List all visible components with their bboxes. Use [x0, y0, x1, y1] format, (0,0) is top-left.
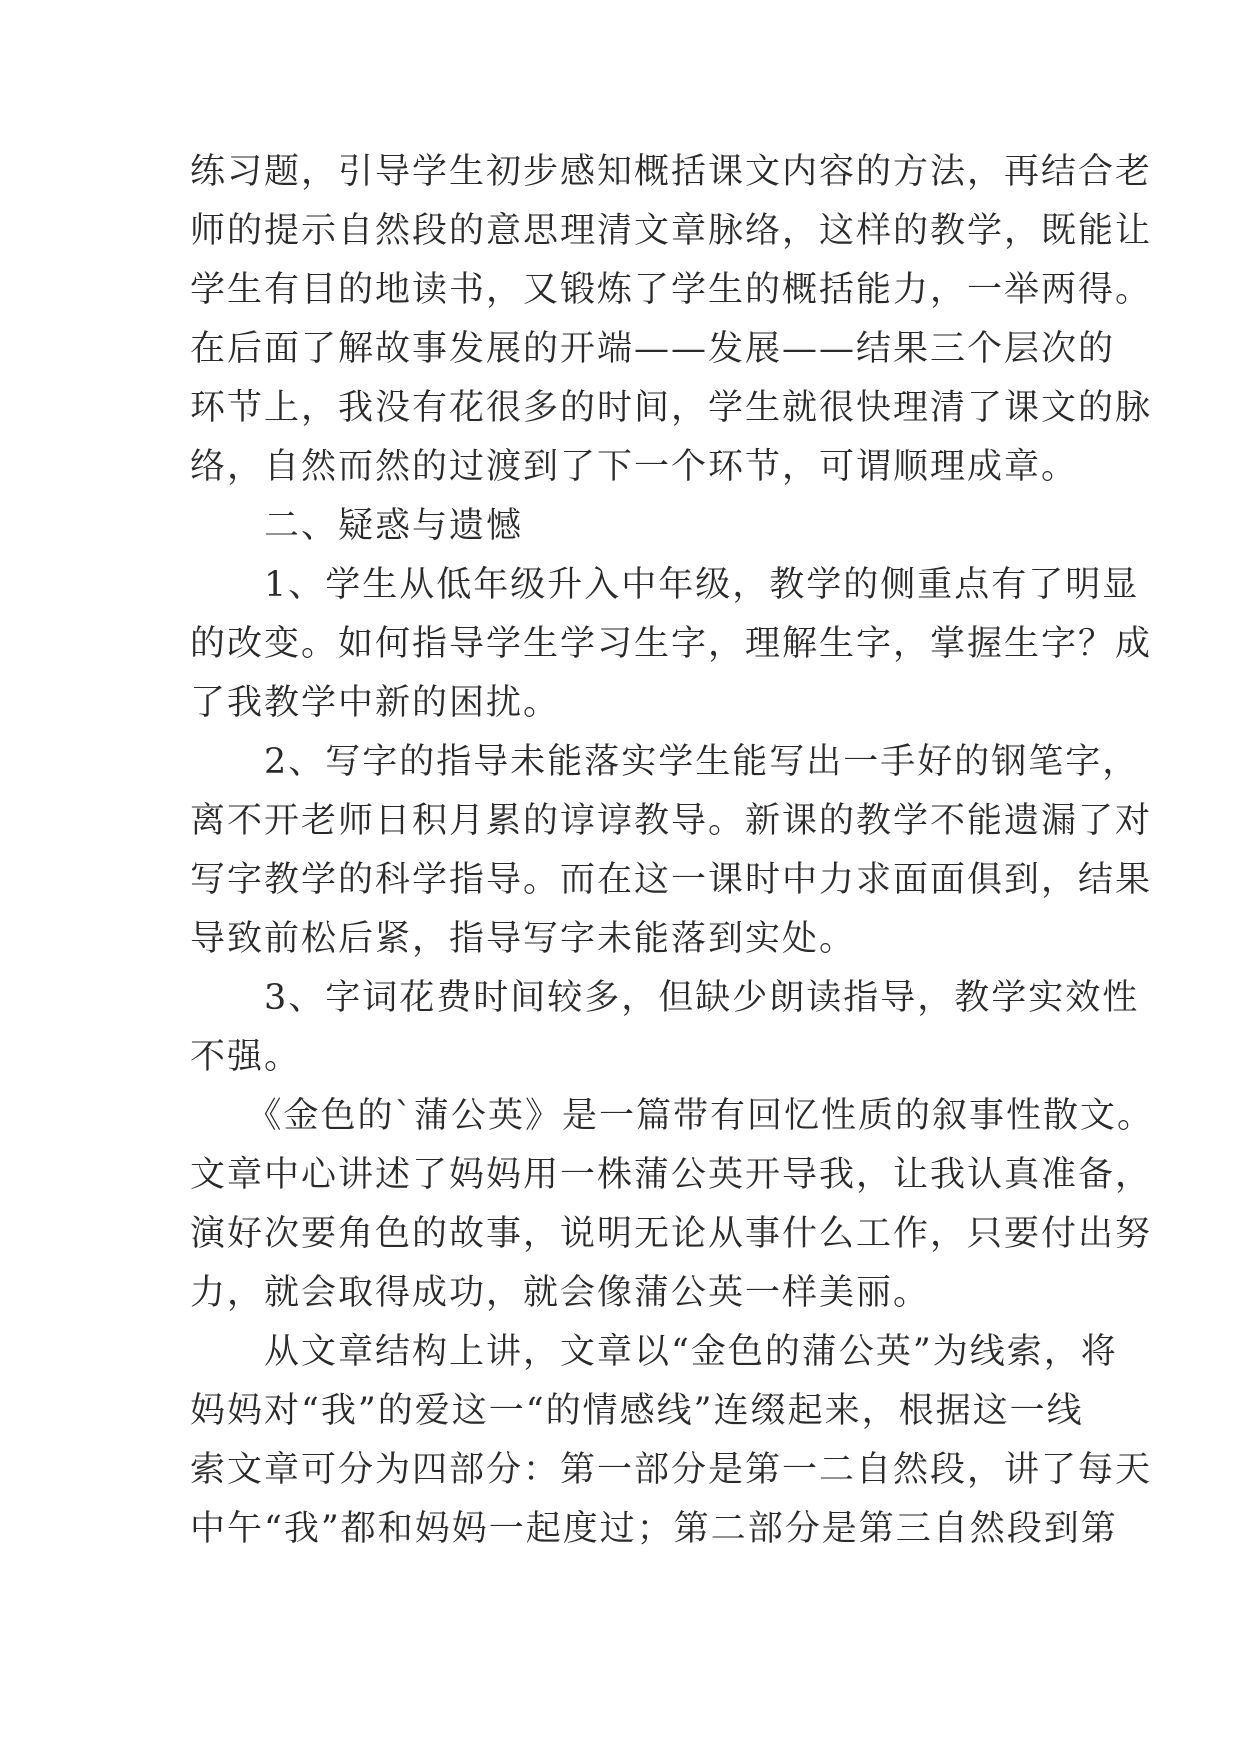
text-line: 离不开老师日积月累的谆谆教导。新课的教学不能遗漏了对: [190, 801, 1153, 841]
text-line: 络，自然而然的过渡到了下一个环节，可谓顺理成章。: [190, 447, 1079, 487]
text-line: 不强。: [190, 1037, 302, 1077]
paragraph-teaching-method: [190, 143, 1153, 497]
paragraph-point-1: [190, 556, 1153, 733]
text-line: 1、学生从低年级升入中年级，教学的侧重点有了明显: [190, 565, 1140, 605]
text-line: 写字教学的科学指导。而在这一课时中力求面面俱到，结果: [190, 860, 1153, 900]
text-line: 二、疑惑与遗憾: [190, 506, 524, 546]
paragraph-article-structure: [190, 1323, 1153, 1559]
text-line: 师的提示自然段的意思理清文章脉络，这样的教学，既能让: [190, 211, 1153, 251]
text-line: 了我教学中新的困扰。: [190, 683, 561, 723]
text-line: 力，就会取得成功，就会像蒲公英一样美丽。: [190, 1273, 931, 1313]
text-line: 在后面了解故事发展的开端——发展——结果三个层次的: [190, 329, 1116, 369]
text-line: 索文章可分为四部分：第一部分是第一二自然段，讲了每天: [190, 1450, 1153, 1490]
paragraph-article-intro: [190, 1087, 1155, 1323]
text-line: 从文章结构上讲，文章以“金色的蒲公英”为线索，将: [190, 1332, 1118, 1372]
text-line: 2、写字的指导未能落实学生能写出一手好的钢笔字，: [190, 742, 1140, 782]
text-line: 《金色的`蒲公英》是一篇带有回忆性质的叙事性散文。: [190, 1096, 1155, 1136]
text-line: 妈妈对“我”的爱这一“的情感线”连缀起来，根据这一线: [190, 1391, 1084, 1431]
text-line: 中午“我”都和妈妈一起度过；第二部分是第三自然段到第: [190, 1509, 1118, 1549]
text-line: 的改变。如何指导学生学习生字，理解生字，掌握生字？成: [190, 624, 1153, 664]
document-body: [190, 143, 1155, 1559]
text-line: 文章中心讲述了妈妈用一株蒲公英开导我，让我认真准备，: [190, 1155, 1153, 1195]
text-line: 练习题，引导学生初步感知概括课文内容的方法，再结合老: [190, 152, 1153, 192]
paragraph-point-2: [190, 733, 1153, 969]
text-line: 导致前松后紧，指导写字未能落到实处。: [190, 919, 857, 959]
section-heading: [190, 497, 1070, 556]
text-line: 演好次要角色的故事，说明无论从事什么工作，只要付出努: [190, 1214, 1153, 1254]
text-line: 3、字词花费时间较多，但缺少朗读指导，教学实效性: [190, 978, 1140, 1018]
text-line: 环节上，我没有花很多的时间，学生就很快理清了课文的脉: [190, 388, 1153, 428]
text-line: 学生有目的地读书，又锻炼了学生的概括能力，一举两得。: [190, 270, 1153, 310]
paragraph-point-3: [190, 969, 1140, 1087]
